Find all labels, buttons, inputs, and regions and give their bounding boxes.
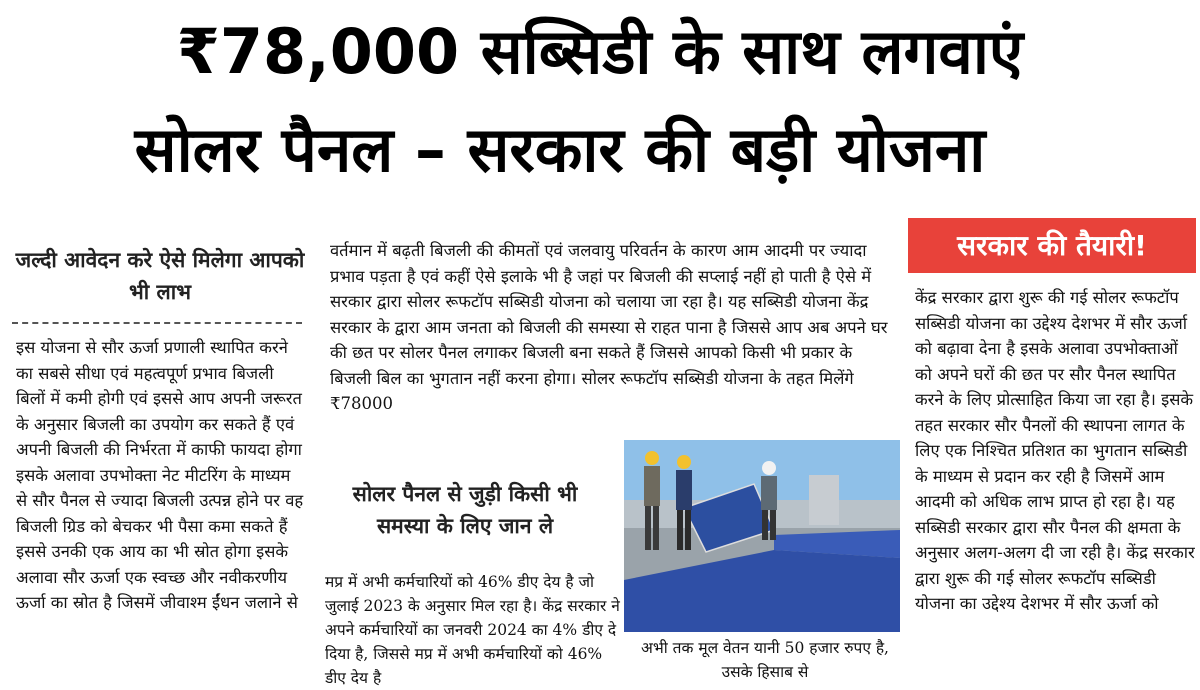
section-banner: सरकार की तैयारी!	[908, 218, 1196, 273]
middle-heading: सोलर पैनल से जुड़ी किसी भी समस्या के लिए जान ले	[352, 482, 578, 538]
photo-caption: अभी तक मूल वेतन यानी 50 हजार रुपए है, उसके हिसाब से	[641, 639, 889, 681]
middle-body: वर्तमान में बढ़ती बिजली की कीमतों एवं जलवायु परिवर्तन के कारण आम आदमी पर ज्यादा प्रभाव पड़ता है एवं कहीं ऐसे इलाके भी है जहां पर बिजली की सप्लाई नहीं हो पाती है ऐसे में सरकार द्वारा सोलर रूफटॉप सब्सिडी योजना को चलाया जा रहा है। यह सब्सिडी योजना केंद्र सरकार के द्वारा आम जनता को बिजली की समस्या से राहत पाना है जिससे आप अब अपने घर की छत पर सोलर पैनल लगाकर बिजली बना सकते हैं जिससे आपको किसी भी प्रकार के बिजली बिल का भुगतान नहीं करना होगा। सोलर रूफटॉप सब्सिडी योजना के तहत मिलेंगे ₹78000	[330, 241, 888, 413]
solar-photo-illustration	[624, 440, 900, 632]
headline-line-2: सोलर पैनल – सरकार की बड़ी योजना	[134, 113, 986, 186]
divider	[12, 322, 302, 324]
left-body: इस योजना से सौर ऊर्जा प्रणाली स्थापित करने का सबसे सीधा एवं महत्वपूर्ण प्रभाव बिजली बिलों में कमी होगी एवं इससे आप अपनी जरूरत के अनुसार बिजली का उपयोग कर सकते हैं एवं अपनी बिजली की निर्भरता में काफी फायदा होगा इसके अलावा उपभोक्ता नेट मीटरिंग के माध्यम से सौर पैनल से ज्यादा बिजली उत्पन्न होने पर वह बिजली ग्रिड को बेचकर भी पैसा कमा सकते हैं इससे उनकी एक आय का भी स्रोत होगा इसके अलावा सौर ऊर्जा एक स्वच्छ और नवीकरणीय ऊर्जा का स्रोत है जिसमें जीवाश्म ईंधन जलाने से	[16, 338, 304, 612]
middle-body-2: मप्र में अभी कर्मचारियों को 46% डीए देय है जो जुलाई 2023 के अनुसार मिल रहा है। केंद्र सरकार ने अपने कर्मचारियों का जनवरी 2024 का 4% डीए दे दिया है, जिससे मप्र में अभी कर्मचारियों को 46% डीए देय है	[325, 573, 620, 687]
right-body: केंद्र सरकार द्वारा शुरू की गई सोलर रूफटॉप सब्सिडी योजना का उद्देश्य देशभर में सौर ऊर्जा को बढ़ावा देना है इसके अलावा उपभोक्ताओं को अपने घरों की छत पर सौर पैनल स्थापित करने के लिए प्रोत्साहित किया जा रहा है। इसके तहत सरकार सौर पैनलों की स्थापना लागत के लिए एक निश्चित प्रतिशत का भुगतान सब्सिडी के माध्यम से प्रदान कर रही है जिसमें आम आदमी को अधिक लाभ प्राप्त हो रहा है। यह सब्सिडी सरकार द्वारा सौर पैनल की क्षमता के अनुसार अलग-अलग दी जा रही है। केंद्र सरकार द्वारा शुरू की गई सोलर रूफटॉप सब्सिडी योजना का उद्देश्य देशभर में सौर ऊर्जा को	[915, 288, 1195, 613]
left-heading: जल्दी आवेदन करे ऐसे मिलेगा आपको भी लाभ	[15, 248, 305, 304]
solar-workers-photo	[624, 440, 900, 632]
ventilation-unit	[809, 475, 839, 525]
headline-line-1: ₹78,000 सब्सिडी के साथ लगवाएं	[176, 15, 1024, 88]
